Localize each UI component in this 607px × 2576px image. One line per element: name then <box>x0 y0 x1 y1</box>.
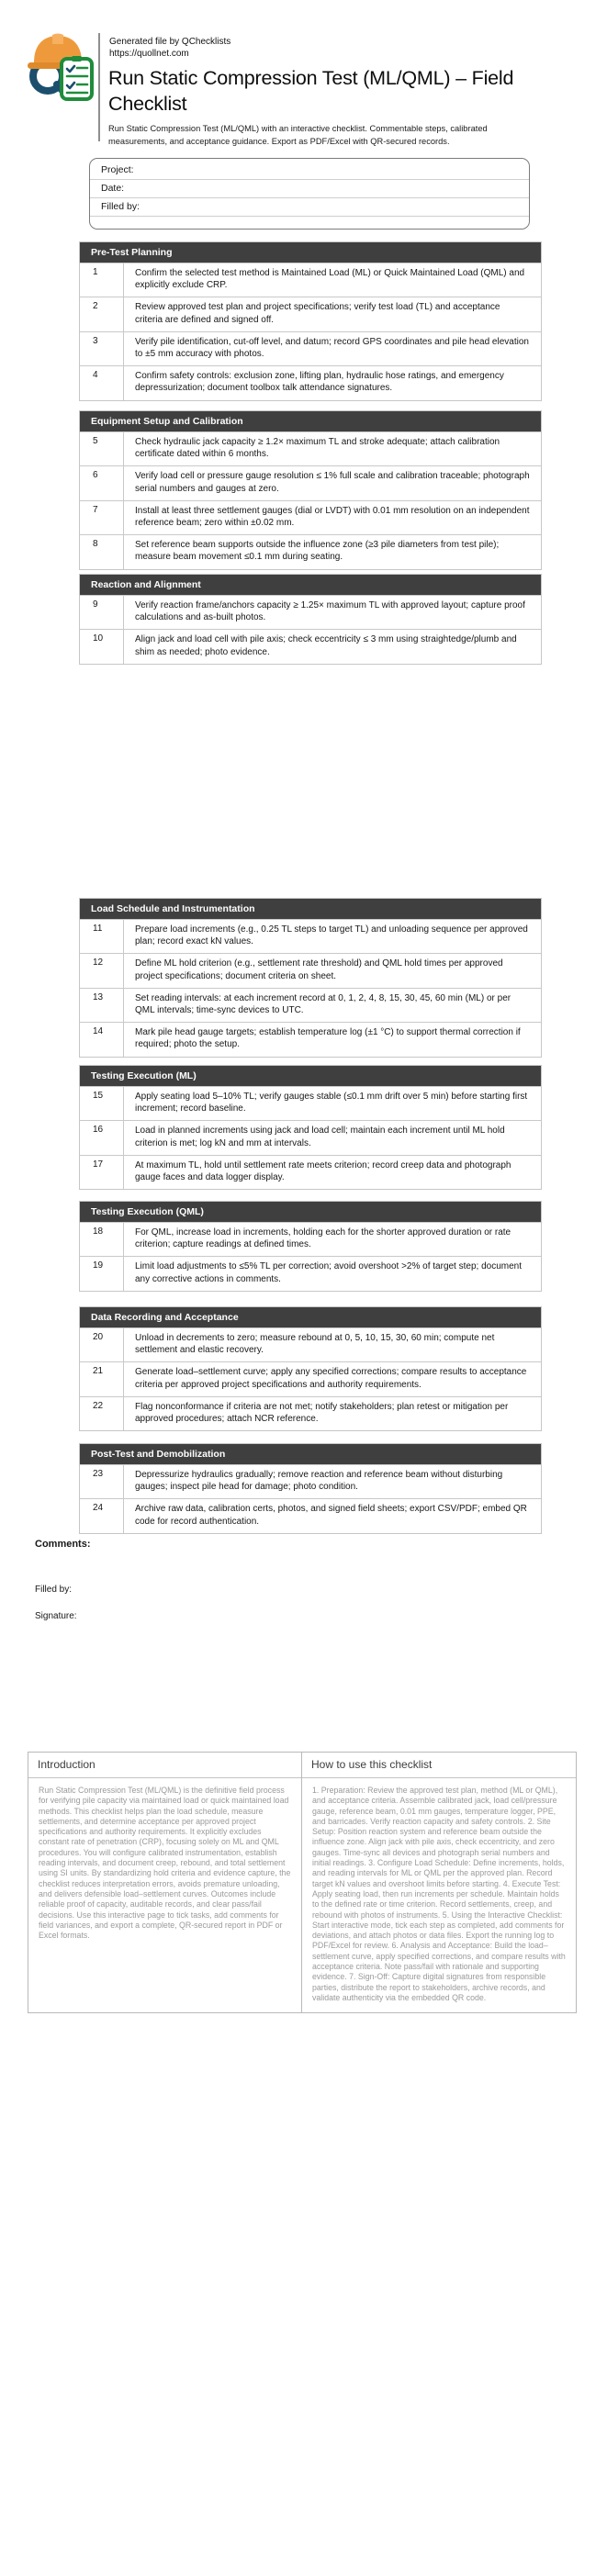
table-row <box>80 988 541 1022</box>
step-text: Verify pile identification, cut-off level, and datum; record GPS coordinates and pile head elevation to ±5 mm accuracy with photos. <box>135 336 529 360</box>
table-row <box>80 534 541 568</box>
table-row <box>80 629 541 663</box>
table-row <box>80 953 541 987</box>
section-pre-test-planning <box>79 241 542 401</box>
table-row <box>80 1222 541 1256</box>
comments-label: Comments: <box>35 1539 91 1550</box>
table-row <box>80 919 541 953</box>
step-text: Limit load adjustments to ≤5% TL per correction; avoid overshoot >2% of target step; document any corrective actions in comments. <box>135 1261 522 1284</box>
step-number: 24 <box>80 1499 124 1532</box>
step-number: 8 <box>80 535 124 568</box>
site-url: https://quollnet.com <box>109 49 189 59</box>
step-text: Align jack and load cell with pile axis; check eccentricity ≤ 3 mm using straightedge/plumb and shim as needed; photo evidence. <box>135 634 517 657</box>
step-text: Set reading intervals: at each increment record at 0, 1, 2, 4, 8, 15, 30, 45, 60 min (ML) or per QML intervals; time-sync devices to UTC. <box>135 992 511 1016</box>
table-row <box>80 1361 541 1395</box>
table-row <box>80 331 541 365</box>
section-equipment-setup <box>79 410 542 570</box>
section-title: Post-Test and Demobilization <box>80 1444 541 1464</box>
filled-by-field-label: Filled by: <box>90 198 529 217</box>
step-number: 12 <box>80 954 124 987</box>
table-row <box>80 263 541 297</box>
step-number: 5 <box>80 432 124 465</box>
step-number: 9 <box>80 596 124 629</box>
table-row <box>80 1155 541 1189</box>
section-reaction-alignment <box>79 574 542 665</box>
section-load-schedule <box>79 898 542 1058</box>
step-number: 4 <box>80 366 124 399</box>
step-text: Depressurize hydraulics gradually; remove reaction and reference beam without disturbing gauges; inspect pile head for damage; photo condition. <box>135 1470 503 1493</box>
table-row <box>80 1086 541 1120</box>
step-text: For QML, increase load in increments, holding each for the shorter approved duration or rate criterion; capture readings at defined times. <box>135 1227 511 1250</box>
howto-heading: How to use this checklist <box>302 1753 576 1778</box>
footer-info-table <box>28 1752 577 2013</box>
step-number: 7 <box>80 501 124 534</box>
section-title: Pre-Test Planning <box>80 242 541 263</box>
step-text: Prepare load increments (e.g., 0.25 TL steps to target TL) and unloading sequence per approved plan; record exact kN values. <box>135 924 528 947</box>
section-post-test <box>79 1443 542 1534</box>
section-testing-execution-ml <box>79 1065 542 1190</box>
step-number: 17 <box>80 1156 124 1189</box>
table-row <box>80 297 541 330</box>
step-text: At maximum TL, hold until settlement rate meets criterion; record creep data and photograph gauge faces and data logger display. <box>135 1159 511 1183</box>
section-testing-execution-qml <box>79 1201 542 1292</box>
step-text: Mark pile head gauge targets; establish temperature log (±1 °C) to support thermal correction if required; photo the setup. <box>135 1027 521 1050</box>
table-row <box>80 1498 541 1532</box>
step-text: Set reference beam supports outside the influence zone (≥3 pile diameters from test pile); measure beam movement ≤0.1 mm during seating. <box>135 540 500 563</box>
step-text: Confirm safety controls: exclusion zone, lifting plan, hydraulic hose ratings, and emergency depressurization; document toolbox talk attendance signatures. <box>135 371 504 394</box>
section-data-recording <box>79 1306 542 1431</box>
project-box-spacer <box>90 217 529 229</box>
step-number: 1 <box>80 263 124 297</box>
table-row <box>80 500 541 534</box>
footer-howto-column <box>302 1753 576 2012</box>
step-number: 19 <box>80 1257 124 1290</box>
step-text: Verify reaction frame/anchors capacity ≥ 1.25× maximum TL with approved layout; capture proof calculations and as-built photos. <box>135 600 525 623</box>
step-text: Unload in decrements to zero; measure rebound at 0, 5, 10, 15, 30, 60 min; compute net settlement and elastic recovery. <box>135 1333 495 1356</box>
step-number: 14 <box>80 1023 124 1056</box>
step-number: 16 <box>80 1121 124 1154</box>
table-row <box>80 1256 541 1290</box>
introduction-heading: Introduction <box>28 1753 301 1778</box>
step-text: Define ML hold criterion (e.g., settlement rate threshold) and QML hold times per approved project specifications; document criteria on sheet. <box>135 958 503 981</box>
step-text: Check hydraulic jack capacity ≥ 1.2× maximum TL and stroke adequate; attach calibration certificate dated within 6 months. <box>135 437 500 460</box>
filled-by-label: Filled by: <box>35 1585 73 1595</box>
generated-by-text: Generated file by QChecklists <box>109 37 231 47</box>
step-number: 15 <box>80 1087 124 1120</box>
step-text: Generate load–settlement curve; apply any specified corrections; compare results to acceptance criteria per approved project specifications and authority requirements. <box>135 1367 527 1390</box>
step-number: 21 <box>80 1362 124 1395</box>
table-row <box>80 365 541 399</box>
step-text: Confirm the selected test method is Maintained Load (ML) or Quick Maintained Load (QML) and explicitly exclude CRP. <box>135 268 525 291</box>
qchecklists-logo <box>20 28 97 108</box>
page-title: Run Static Compression Test (ML/QML) – Field Checklist <box>108 67 514 115</box>
step-text: Load in planned increments using jack and load cell; maintain each increment until ML hold criterion is met; log kN and mm at intervals. <box>135 1126 505 1148</box>
step-number: 20 <box>80 1328 124 1361</box>
table-row <box>80 1120 541 1154</box>
checklist-clipboard-icon <box>62 56 92 99</box>
table-row <box>80 1396 541 1430</box>
signature-label: Signature: <box>35 1611 77 1621</box>
section-title: Load Schedule and Instrumentation <box>80 899 541 919</box>
date-field-label: Date: <box>90 180 529 198</box>
howto-text: 1. Preparation: Review the approved test plan, method (ML or QML), and acceptance criteria. Assemble calibrated jack, load cell/pressure gauge, reference beam, 0.01 mm gauges, temperature logger, PPE, and barricades. Verify reaction capacity and safety controls. 2. Site Setup: Position reaction system and reference beam outside the influence zone. Align jack with pile axis, check eccentricity, and zero gauges. Time-sync all devices and photograph serial numbers and initial readings. 3. Configure Load Schedule: Define increments, holds, and reading intervals for ML or QML per the approved plan. Record target kN values and overshoot limits before starting. 4. Execute Test: Apply seating load, then run increments per schedule. Maintain holds to the defined rate or time criterion. Record settlements, creep, and rebound with photos of instruments. 5. Using the Interactive Checklist: Start interactive mode, tick each step as completed, add comments for deviations, and attach photos or data files. Export the running log to PDF/Excel for review. 6. Analysis and Acceptance: Build the load–settlement curve, apply specified corrections, and compare results with acceptance criteria. Note pass/fail with rationale and supporting evidence. 7. Sign-Off: Capture digital signatures from responsible parties, distribute the report to stakeholders, archive records, and validate authenticity via the embedded QR code. <box>312 1786 566 2002</box>
table-row <box>80 1327 541 1361</box>
step-number: 11 <box>80 920 124 953</box>
step-number: 2 <box>80 297 124 330</box>
section-title: Data Recording and Acceptance <box>80 1307 541 1327</box>
step-number: 22 <box>80 1397 124 1430</box>
page-subtitle: Run Static Compression Test (ML/QML) with an interactive checklist. Commentable steps, calibrated measurements, and acceptance guidance. Export as PDF/Excel with QR-secured records. <box>108 124 488 146</box>
table-row <box>80 595 541 629</box>
step-text: Apply seating load 5–10% TL; verify gauges stable (≤0.1 mm drift over 5 min) before starting first increment; record baseline. <box>135 1092 528 1114</box>
step-number: 10 <box>80 630 124 663</box>
introduction-text: Run Static Compression Test (ML/QML) is the definitive field process for verifying pile capacity via maintained load or quick maintained load methods. This checklist helps plan the load schedule, measure settlements, and determine acceptance per approved project specifications and authority requirements. It explicitly excludes constant rate of penetration (CRP), focusing solely on ML and QML procedures. You will configure calibrated instrumentation, establish reading intervals, and document creep, rebound, and total settlement using SI units. By standardizing hold criteria and evidence capture, the checklist reduces interpretation errors, avoids premature unloading, and delivers defensible load–settlement curves. Outcomes include reliable proof of capacity, auditable records, and clear pass/fail decisions. Use this interactive page to tick tasks, add comments for field variances, and export a complete, QR-secured report in PDF or Excel formats. <box>39 1786 291 1941</box>
table-row <box>80 1022 541 1056</box>
step-text: Flag nonconformance if criteria are not met; notify stakeholders; plan retest or mitigation per approved procedures; attach NCR reference. <box>135 1401 509 1425</box>
step-number: 13 <box>80 989 124 1022</box>
footer-introduction-column <box>28 1753 302 2012</box>
header-divider <box>98 33 100 141</box>
qchecklists-logo-icon <box>20 28 97 108</box>
step-text: Review approved test plan and project specifications; verify test load (TL) and acceptance criteria are defined and signed off. <box>135 302 500 325</box>
step-number: 23 <box>80 1465 124 1498</box>
step-text: Archive raw data, calibration certs, photos, and signed field sheets; export CSV/PDF; embed QR code for record authentication. <box>135 1504 527 1527</box>
table-row <box>80 431 541 465</box>
table-row <box>80 1464 541 1498</box>
table-row <box>80 465 541 499</box>
project-field-label: Project: <box>90 162 529 180</box>
step-number: 3 <box>80 332 124 365</box>
step-number: 18 <box>80 1223 124 1256</box>
section-title: Reaction and Alignment <box>80 575 541 595</box>
section-title: Testing Execution (ML) <box>80 1066 541 1086</box>
step-text: Install at least three settlement gauges (dial or LVDT) with 0.01 mm resolution on an independent reference beam; zero within ±0.02 mm. <box>135 505 530 529</box>
project-info-box <box>89 158 530 230</box>
section-title: Equipment Setup and Calibration <box>80 411 541 431</box>
step-text: Verify load cell or pressure gauge resolution ≤ 1% full scale and calibration traceable; photograph serial numbers and gauges at zero. <box>135 471 530 494</box>
section-title: Testing Execution (QML) <box>80 1202 541 1222</box>
step-number: 6 <box>80 466 124 499</box>
